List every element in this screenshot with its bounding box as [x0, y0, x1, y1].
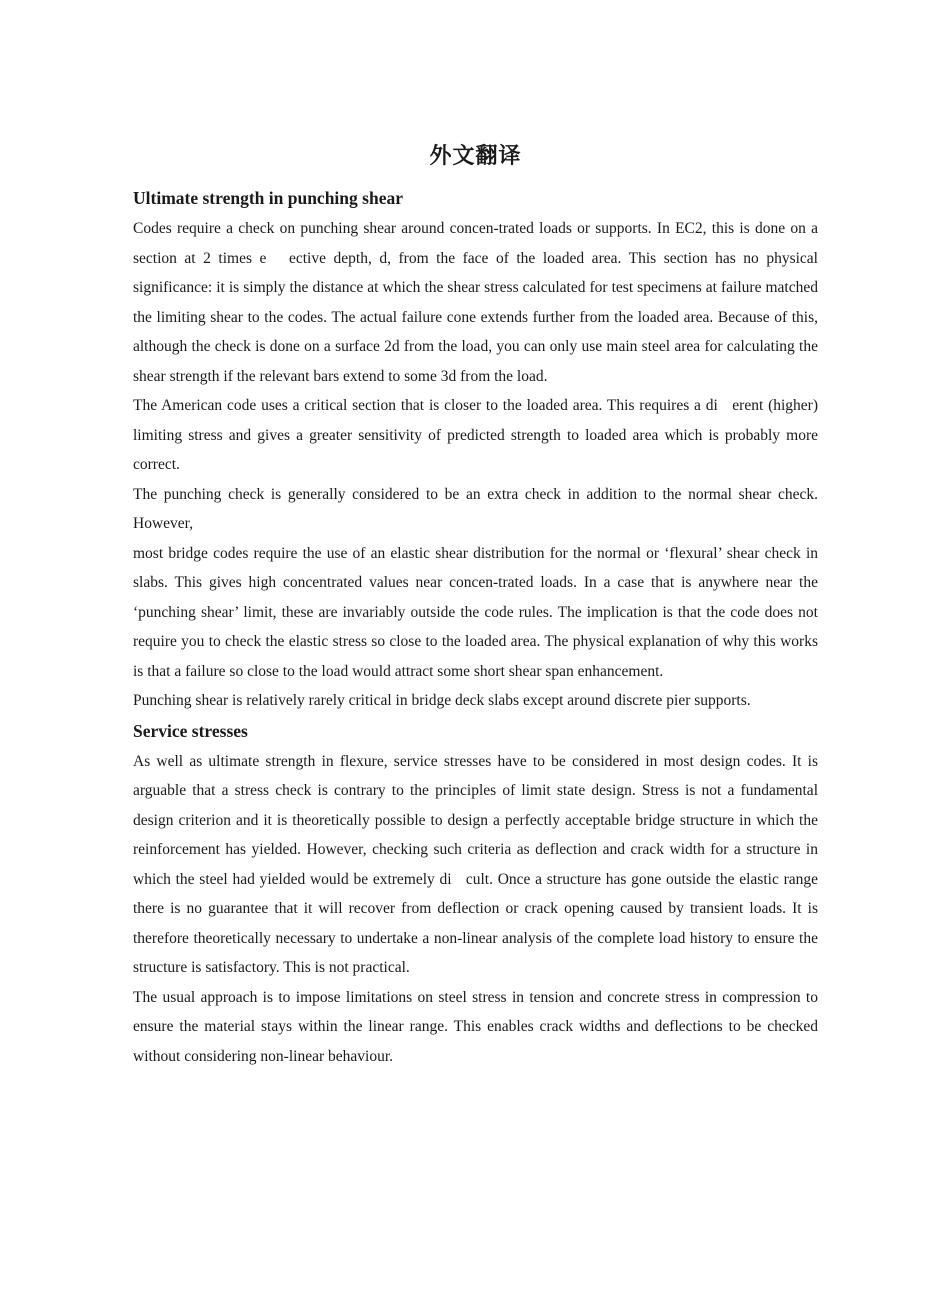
- document-title: 外文翻译: [429, 144, 522, 169]
- section-heading: Service stresses: [133, 720, 248, 741]
- paragraph: Punching shear is relatively rarely critical in bridge deck slabs except around discrete pier supports.: [133, 692, 751, 709]
- paragraph: As well as ultimate strength in flexure, service stresses have to be considered in most design codes. It is arguable that a stress check is contrary to the principles of limit state design. Stress is not a fundamental design criterion and it is theoretically possible to design a perfectly acceptable bridge structure in which the reinforcement has yielded. However, checking such criteria as deflection and crack width for a structure in which the steel had yielded would be extremely di cult. Once a structure has gone outside the elastic range there is no guarantee that it will recover from deflection or crack opening caused by transient loads. It is therefore theoretically necessary to undertake a non-linear analysis of the complete load history to ensure the structure is satisfactory. This is not practical.: [133, 752, 818, 976]
- section-service-stresses: [133, 719, 818, 1072]
- section-heading: Ultimate strength in punching shear: [133, 188, 403, 208]
- paragraph: Codes require a check on punching shear around concen-trated loads or supports. In EC2, this is done on a section at 2 times e ective depth, d, from the face of the loaded area. This section has no physical significance: it is simply the distance at which the shear stress calculated for test specimens at failure matched the limiting shear to the codes. The actual failure cone extends further from the loaded area. Because of this, although the check is done on a surface 2d from the load, you can only use main steel area for calculating the shear strength if the relevant bars extend to some 3d from the load.: [133, 220, 818, 385]
- section-punching-shear: [133, 186, 818, 716]
- paragraph: The punching check is generally considered to be an extra check in addition to the normal shear check. However,: [133, 485, 818, 532]
- paragraph: The American code uses a critical section that is closer to the loaded area. This requires a di erent (higher) limiting stress and gives a greater sensitivity of predicted strength to loaded area which is probably more correct.: [133, 397, 818, 473]
- document-page: [133, 140, 818, 1071]
- paragraph: The usual approach is to impose limitations on steel stress in tension and concrete stress in compression to ensure the material stays within the linear range. This enables crack widths and deflections to be checked without considering non-linear behaviour.: [133, 988, 818, 1065]
- paragraph: most bridge codes require the use of an elastic shear distribution for the normal or ‘flexural’ shear check in slabs. This gives high concentrated values near concen-trated loads. In a case that is anywhere near the ‘punching shear’ limit, these are invariably outside the code rules. The implication is that the code does not require you to check the elastic stress so close to the loaded area. The physical explanation of why this works is that a failure so close to the load would attract some short shear span enhancement.: [133, 544, 818, 680]
